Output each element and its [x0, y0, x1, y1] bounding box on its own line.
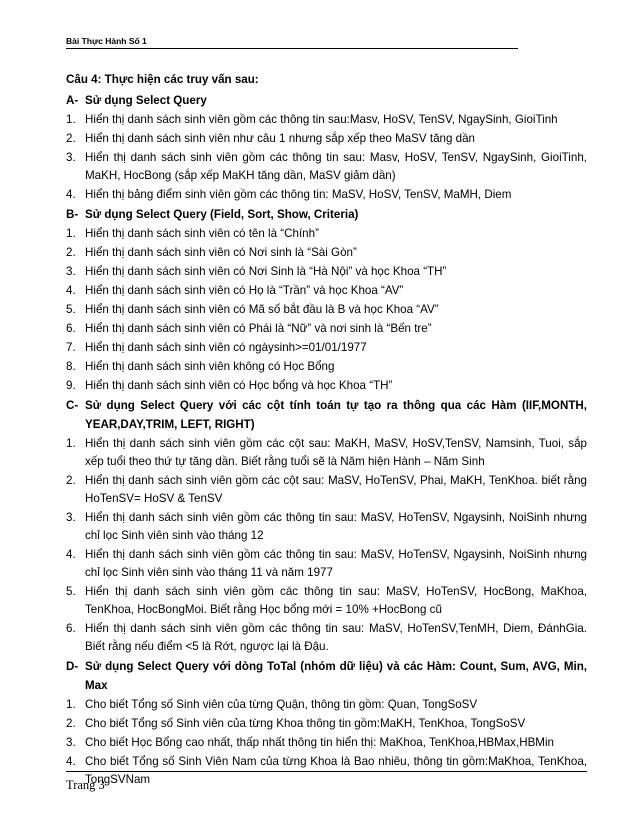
list-item-text: Hiển thị danh sách sinh viên gồm các thông tin sau: MaSV, HoTenSV, Ngaysinh, NoiSinh nhưng chỉ lọc Sinh viên sinh vào tháng 11 và năm 1977 [85, 548, 587, 579]
list-item-number: 3. [66, 265, 76, 278]
list-item-text: Hiển thị bảng điểm sinh viên gồm các thông tin: MaSV, HoSV, TenSV, MaMH, Diem [85, 188, 512, 201]
list-item [66, 734, 587, 752]
list-item [66, 472, 587, 508]
list-item-number: 5. [66, 303, 76, 316]
list-item [66, 149, 587, 185]
question-heading: Câu 4: Thực hiện các truy vấn sau: [66, 73, 259, 86]
list-item [66, 620, 587, 656]
list-item-number: 6. [66, 622, 76, 635]
list-item-text: Hiển thị danh sách sinh viên có ngàysinh>=01/01/1977 [85, 341, 367, 354]
list-item-number: 6. [66, 322, 76, 335]
page-header: Bài Thực Hành Số 1 [66, 36, 518, 49]
list-item [66, 225, 587, 243]
list-item [66, 282, 587, 300]
list-item [66, 358, 587, 376]
section-heading [66, 657, 587, 695]
list-item-text: Hiển thị danh sách sinh viên không có Học Bổng [85, 360, 335, 373]
list-item-text: Cho biết Tổng số Sinh viên của từng Quận, thông tin gồm: Quan, TongSoSV [85, 698, 478, 711]
list-item-number: 8. [66, 360, 76, 373]
list-item-text: Hiển thị danh sách sinh viên gồm các cột sau: MaKH, MaSV, HoSV,TenSV, Namsinh, Tuoi, sắp xếp tuổi theo thứ tự tăng dần. Biết rằng tuổi sẽ là Năm hiện Hành – Năm Sinh [85, 437, 587, 468]
list-item-number: 3. [66, 151, 76, 164]
section-letter: A- [66, 94, 79, 107]
list-item [66, 509, 587, 545]
list-item [66, 320, 587, 338]
list-item-number: 4. [66, 548, 76, 561]
list-item-text: Hiển thị danh sách sinh viên gồm các thông tin sau: Masv, HoSV, TenSV, NgaySinh, GioiTinh, MaKH, HocBong (sắp xếp MaKH tăng dần, MaSV giảm dần) [85, 151, 587, 182]
list-item-number: 2. [66, 246, 76, 259]
list-item [66, 583, 587, 619]
list-item-text: Hiển thị danh sách sinh viên gồm các cột sau: MaSV, HoTenSV, Phai, MaKH, TenKhoa. biết rằng HoTenSV= HoSV & TenSV [85, 474, 587, 505]
page-footer: Trang 3 [66, 778, 105, 792]
list-item [66, 263, 587, 281]
list-item [66, 130, 587, 148]
list-item-number: 2. [66, 474, 76, 487]
list-item-number: 2. [66, 132, 76, 145]
list-item-number: 1. [66, 698, 76, 711]
section-letter: C- [66, 399, 79, 412]
list-item-number: 3. [66, 736, 76, 749]
footer-divider [66, 771, 587, 772]
list-item-text: Cho biết Tổng số Sinh viên của từng Khoa thông tin gồm:MaKH, TenKhoa, TongSoSV [85, 717, 526, 730]
list-item-number: 3. [66, 511, 76, 524]
sections-container [66, 91, 587, 789]
list-item [66, 435, 587, 471]
list-item-text: Cho biết Tổng số Sinh Viên Nam của từng Khoa là Bao nhiêu, thông tin gồm:MaKhoa, TenKhoa, TongSVNam [85, 755, 587, 786]
list-item [66, 715, 587, 733]
list-item-text: Hiển thị danh sách sinh viên có Phái là “Nữ” và nơi sinh là “Bến tre” [85, 322, 432, 335]
list-item [66, 186, 587, 204]
list-item [66, 339, 587, 357]
section-heading [66, 91, 587, 110]
list-item-number: 7. [66, 341, 76, 354]
list-item-text: Cho biết Học Bổng cao nhất, thấp nhất thông tin hiển thị: MaKhoa, TenKhoa,HBMax,HBMin [85, 736, 554, 749]
list-item-number: 4. [66, 188, 76, 201]
list-item [66, 111, 587, 129]
list-item-number: 1. [66, 227, 76, 240]
list-item-text: Hiển thị danh sách sinh viên có Nơi sinh là “Sài Gòn” [85, 246, 357, 259]
document-body [66, 70, 587, 790]
list-item-text: Hiển thị danh sách sinh viên gồm các thông tin sau:Masv, HoSV, TenSV, NgaySinh, GioiTinh [85, 113, 558, 126]
list-item-text: Hiển thị danh sách sinh viên có Nơi Sinh là “Hà Nội” và học Khoa “TH” [85, 265, 447, 278]
list-item-text: Hiển thị danh sách sinh viên gồm các thông tin sau: MaSV, HoTenSV, HocBong, MaKhoa, TenKhoa, HocBongMoi. Biết rằng Học bổng mới = 10% +HocBong cũ [85, 585, 587, 616]
list-item-text: Hiển thị danh sách sinh viên có Mã số bắt đầu là B và học Khoa “AV” [85, 303, 439, 316]
list-item-text: Hiển thị danh sách sinh viên như câu 1 nhưng sắp xếp theo MaSV tăng dần [85, 132, 476, 145]
list-item-number: 2. [66, 717, 76, 730]
list-item [66, 301, 587, 319]
list-item [66, 546, 587, 582]
list-item-number: 1. [66, 113, 76, 126]
section-title: Sử dụng Select Query với dòng ToTal (nhóm dữ liệu) và các Hàm: Count, Sum, AVG, Min, Max [85, 660, 587, 692]
section-letter: B- [66, 208, 79, 221]
section-title: Sử dụng Select Query với các cột tính toán tự tạo ra thông qua các Hàm (IIF,MONTH, YEAR,DAY,TRIM, LEFT, RIGHT) [85, 399, 587, 431]
section-title: Sử dụng Select Query (Field, Sort, Show, Criteria) [85, 208, 359, 221]
list-item-number: 9. [66, 379, 76, 392]
list-item-text: Hiển thị danh sách sinh viên có Học bổng và học Khoa “TH” [85, 379, 393, 392]
list-item-text: Hiển thị danh sách sinh viên có Họ là “Trần” và học Khoa “AV” [85, 284, 404, 297]
list-item-number: 5. [66, 585, 76, 598]
section-letter: D- [66, 660, 79, 673]
list-item-text: Hiển thị danh sách sinh viên gồm các thông tin sau: MaSV, HoTenSV,TenMH, Diem, ĐánhGia. Biết rằng nếu điểm <5 là Rớt, ngược lại là Đậu. [85, 622, 587, 653]
list-item-number: 4. [66, 284, 76, 297]
section-heading [66, 205, 587, 224]
section-title: Sử dụng Select Query [85, 94, 207, 107]
list-item-text: Hiển thị danh sách sinh viên có tên là “Chính” [85, 227, 319, 240]
list-item-number: 1. [66, 437, 76, 450]
list-item [66, 696, 587, 714]
list-item-text: Hiển thị danh sách sinh viên gồm các thông tin sau: MaSV, HoTenSV, Ngaysinh, NoiSinh nhưng chỉ lọc Sinh viên sinh vào tháng 12 [85, 511, 587, 542]
list-item [66, 244, 587, 262]
list-item-number: 4. [66, 755, 76, 768]
section-heading [66, 396, 587, 434]
list-item [66, 377, 587, 395]
